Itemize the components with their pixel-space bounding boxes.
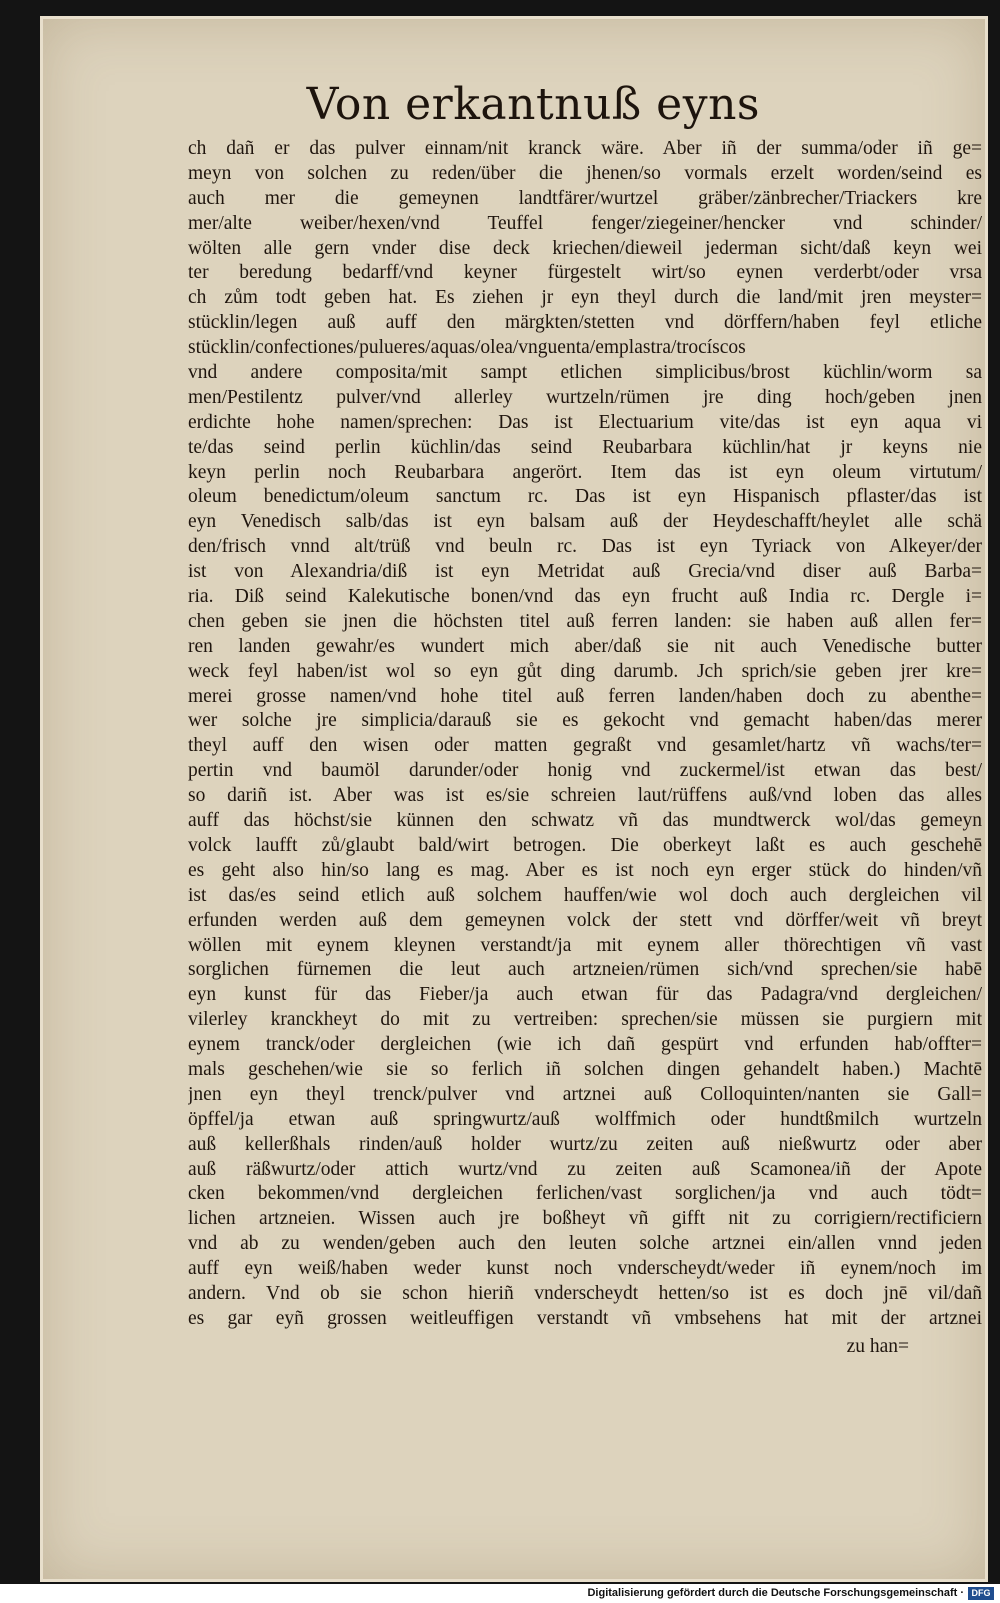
text-line: öpffel/ja etwan auß springwurtz/auß wolffmich oder hundtßmilch wurtzeln: [188, 1108, 982, 1130]
text-line: jnen eyn theyl trenck/pulver vnd artznei auß Colloquinten/nanten sie Gall=: [188, 1083, 982, 1105]
text-line: theyl auff den wisen oder matten gegraßt vnd gesamlet/hartz vñ wachs/ter=: [188, 735, 982, 757]
text-line: auff eyn weiß/haben weder kunst noch vnderscheydt/weder iñ eynem/noch im: [188, 1258, 982, 1280]
text-line: mer/alte weiber/hexen/vnd Teuffel fenger/ziegeiner/hencker vnd schinder/: [188, 212, 982, 234]
text-line: den/frisch vnnd alt/trüß vnd beuln rc. Das ist eyn Tyriack von Alkeyer/der: [188, 536, 982, 558]
text-line: erdichte hohe namen/sprechen: Das ist Electuarium vite/das ist eyn aqua vi: [188, 411, 982, 433]
text-line: so dariñ ist. Aber was ist es/sie schreien laut/rüffens auß/vnd loben das alles: [188, 785, 982, 807]
text-line: ch zům todt geben hat. Es ziehen jr eyn theyl durch die land/mit jren meyster=: [188, 287, 982, 309]
text-line: wölten alle gern vnder dise deck kriechen/dieweil jederman sicht/daß keyn wei: [188, 237, 982, 259]
text-line: ist das/es seind etlich auß solchem hauffen/wie wol doch auch dergleichen vil: [188, 884, 982, 906]
text-line: te/das seind perlin küchlin/das seind Reubarbara küchlin/hat jr keyns nie: [188, 436, 982, 458]
text-line: eyn kunst für das Fieber/ja auch etwan für das Padagra/vnd dergleichen/: [188, 984, 982, 1006]
text-line: vnd andere composita/mit sampt etlichen simplicibus/brost küchlin/worm sa: [188, 362, 982, 384]
text-line: stücklin/confectiones/pulueres/aquas/olea/vnguenta/emplastra/trocíscos: [188, 337, 746, 359]
text-line: vnd ab zu wenden/geben auch den leuten solche artznei ein/allen vnnd jeden: [188, 1233, 982, 1255]
text-line: pertin vnd baumöl darunder/oder honig vnd zuckermel/ist etwan das best/: [188, 760, 982, 782]
text-line: volck laufft zů/glaubt bald/wirt betrogen. Die oberkeyt laßt es auch geschehē: [188, 834, 982, 856]
book-page: [40, 16, 988, 1582]
text-line: auß räßwurtz/oder attich wurtz/vnd zu zeiten auß Scamonea/iñ der Apote: [188, 1158, 982, 1180]
text-line: ter beredung bedarff/vnd keyner fürgestelt wirt/so eynen verderbt/oder vrsa: [188, 262, 982, 284]
text-line: andern. Vnd ob sie schon hieriñ vnderscheydt hetten/so ist es doch jnē vil/dañ: [188, 1282, 982, 1304]
footer-credit: Digitalisierung gefördert durch die Deutsche Forschungsgemeinschaft ·: [587, 1587, 964, 1599]
catchword: zu han=: [846, 1336, 909, 1357]
text-line: eyn Venedisch salb/das ist eyn balsam auß der Heydeschafft/heylet alle schä: [188, 511, 982, 533]
text-line: sorglichen fürnemen die leut auch artzneien/rümen sich/vnd sprechen/sie habē: [188, 959, 982, 981]
text-line: wöllen mit eynem kleynen verstandt/ja mit eynem aller thörechtigen vñ vast: [188, 934, 982, 956]
text-line: ria. Diß seind Kalekutische bonen/vnd das eyn frucht auß India rc. Dergle i=: [188, 586, 982, 608]
running-head: Von erkantnuß eyns: [306, 79, 760, 130]
text-line: stücklin/legen auß auff den märgkten/stetten vnd dörffern/haben feyl etliche: [188, 312, 982, 334]
text-line: ist von Alexandria/diß ist eyn Metridat auß Grecia/vnd diser auß Barba=: [188, 561, 982, 583]
text-line: chen geben sie jnen die höchsten titel auß ferren landen: sie haben auß allen fer=: [188, 610, 982, 632]
text-line: weck feyl haben/ist wol so eyn gůt ding darumb. Jch sprich/sie geben jrer kre=: [188, 660, 982, 682]
text-line: merei grosse namen/vnd hohe titel auß ferren landen/haben doch zu abenthe=: [188, 685, 982, 707]
text-line: ren landen gewahr/es wundert mich aber/daß sie nit auch Venedische butter: [188, 635, 982, 657]
body-text: [188, 137, 982, 1332]
text-line: cken bekommen/vnd dergleichen ferlichen/vast sorglichen/ja vnd auch tödt=: [188, 1183, 982, 1205]
text-line: auch mer die gemeynen landtfärer/wurtzel gräber/zänbrecher/Triackers kre: [188, 187, 982, 209]
text-line: meyn von solchen zu reden/über die jhenen/so vormals erzelt worden/seind es: [188, 162, 982, 184]
text-line: mals geschehen/wie sie so ferlich iñ solchen dingen gehandelt haben.) Machtē: [188, 1058, 982, 1080]
dfg-logo-icon: DFG: [968, 1587, 994, 1600]
text-line: es gar eyñ grossen weitleuffigen verstandt vñ vmbsehens hat mit der artznei: [188, 1307, 982, 1329]
text-line: auff das höchst/sie künnen den schwatz vñ das mundtwerck wol/das gemeyn: [188, 810, 982, 832]
text-line: ch dañ er das pulver einnam/nit kranck wäre. Aber iñ der summa/oder iñ ge=: [188, 138, 982, 159]
text-line: oleum benedictum/oleum sanctum rc. Das ist eyn Hispanisch pflaster/das ist: [188, 486, 982, 508]
text-line: auß kellerßhals rinden/auß holder wurtz/zu zeiten auß nießwurtz oder aber: [188, 1133, 982, 1155]
text-line: vilerley kranckheyt do mit zu vertreiben: sprechen/sie müssen sie purgiern mit: [188, 1009, 982, 1031]
text-line: men/Pestilentz pulver/vnd allerley wurtzeln/rümen jre ding hoch/geben jnen: [188, 386, 982, 408]
text-line: wer solche jre simplicia/darauß sie es gekocht vnd gemacht haben/das merer: [188, 710, 982, 732]
text-line: eynem tranck/oder dergleichen (wie ich dañ gespürt vnd erfunden hab/offter=: [188, 1034, 982, 1056]
text-line: lichen artzneien. Wissen auch jre boßheyt vñ gifft nit zu corrigiern/rectificiern: [188, 1208, 982, 1230]
text-line: es geht also hin/so lang es mag. Aber es ist noch eyn erger stück do hinden/vñ: [188, 859, 982, 881]
text-line: erfunden werden auß dem gemeynen volck der stett vnd dörffer/weit vñ breyt: [188, 909, 982, 931]
text-line: keyn perlin noch Reubarbara angerört. Item das ist eyn oleum virtutum/: [188, 461, 982, 483]
digitization-footer: [0, 1584, 1000, 1603]
